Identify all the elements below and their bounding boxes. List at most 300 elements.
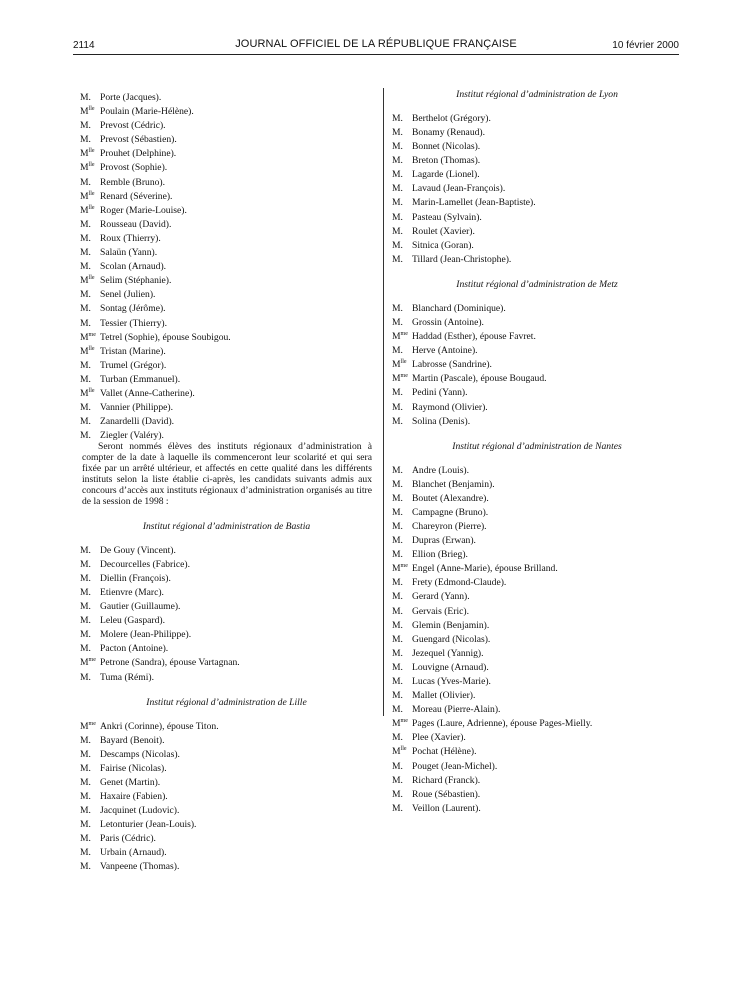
person-name: Campagne (Bruno). (412, 507, 489, 519)
civility (80, 845, 100, 859)
civility (80, 287, 100, 301)
civility-title: M. (80, 791, 91, 803)
civility (80, 386, 100, 400)
civility-suffix: me (400, 331, 408, 338)
civility (80, 428, 100, 442)
list-item (80, 585, 373, 599)
list-item (80, 803, 373, 817)
civility (392, 385, 412, 399)
civility (392, 533, 412, 547)
person-name: Jacquinet (Ludovic). (100, 805, 180, 817)
civility (80, 273, 100, 287)
list-item (80, 719, 373, 733)
civility-title: M. (80, 615, 91, 627)
right-sections (392, 90, 682, 815)
civility-suffix: lle (88, 148, 95, 155)
list-item (392, 400, 682, 414)
civility-title: M. (392, 345, 403, 357)
civility-suffix: lle (88, 275, 95, 282)
civility (392, 414, 412, 428)
civility-title: M (80, 162, 89, 174)
list-item (80, 775, 373, 789)
civility (80, 817, 100, 831)
civility-title: M. (80, 833, 91, 845)
list-item (80, 789, 373, 803)
person-name: Martin (Pascale), épouse Bougaud. (412, 373, 547, 385)
civility-title: M. (80, 601, 91, 613)
civility (80, 803, 100, 817)
left-column (80, 90, 373, 874)
list-item (80, 414, 373, 428)
civility-title: M. (80, 763, 91, 774)
civility (392, 589, 412, 603)
person-name: Diellin (François). (100, 573, 171, 585)
list-item (392, 181, 682, 195)
person-name: Gervais (Eric). (412, 605, 470, 617)
list-item (80, 189, 373, 203)
person-name: Salaün (Yann). (100, 247, 158, 259)
list-item (392, 357, 682, 371)
person-name: Prevost (Sébastien). (100, 134, 177, 146)
civility (80, 301, 100, 315)
civility-title: M. (80, 92, 91, 104)
list-item (392, 195, 682, 209)
civility-title: M. (80, 777, 91, 789)
list-item (80, 245, 373, 259)
person-name: Tessier (Thierry). (100, 317, 167, 329)
list-item (80, 160, 373, 174)
civility (392, 329, 412, 343)
civility (80, 344, 100, 358)
person-name: Veillon (Laurent). (412, 803, 481, 815)
civility-title: M (80, 720, 89, 732)
list-item (392, 210, 682, 224)
person-name: Lagarde (Lionel). (412, 169, 480, 181)
person-name: Rousseau (David). (100, 219, 172, 231)
civility-suffix: me (400, 373, 408, 380)
civility-suffix: lle (400, 746, 407, 753)
civility (392, 252, 412, 266)
civility (80, 571, 100, 585)
person-name: Pouget (Jean-Michel). (412, 760, 498, 772)
civility-title: M. (392, 577, 403, 589)
list-item (80, 599, 373, 613)
person-name: Tristan (Marine). (100, 345, 166, 357)
civility-title: M. (392, 492, 403, 504)
nomination-paragraph: Seront nommés élèves des instituts régionaux d’administration à compter de la date à laquelle ils commenceront leur scolarité et qui sera fixée par un arrêté ultérieur, et affectés en cette qualité dans les différents instituts selon la liste établie ci-après, les candidats suivants admis aux concours d’accès aux instituts régionaux d’administration organisés au titre de la session de 1998 : (82, 441, 372, 507)
person-name: Urbain (Arnaud). (100, 847, 167, 859)
civility (392, 301, 412, 315)
civility-title: M. (392, 387, 403, 399)
civility-title: M. (392, 415, 403, 427)
civility (392, 491, 412, 505)
civility-title: M. (80, 176, 91, 188)
person-name: Provost (Sophie). (100, 162, 168, 174)
civility-title: M. (80, 430, 91, 442)
civility-title: M (392, 331, 401, 343)
person-name: Berthelot (Grégory). (412, 113, 491, 125)
list-item (392, 125, 682, 139)
person-name: Remble (Bruno). (100, 176, 166, 188)
name-list (80, 90, 373, 442)
list-item (80, 372, 373, 386)
list-item (392, 385, 682, 399)
civility (80, 259, 100, 273)
person-name: Herve (Antoine). (412, 345, 478, 357)
civility (392, 561, 412, 575)
person-name: Leleu (Gaspard). (100, 615, 165, 627)
person-name: Frety (Edmond-Claude). (412, 577, 507, 589)
civility (392, 357, 412, 371)
civility (80, 557, 100, 571)
person-name: Descamps (Nicolas). (100, 748, 180, 760)
civility (392, 477, 412, 491)
section-title: Institut régional d’administration de Lyon (456, 89, 618, 100)
civility (392, 139, 412, 153)
civility-title: M. (392, 788, 403, 800)
section-title: Institut régional d’administration de Lille (146, 696, 307, 708)
civility-title: M (80, 148, 89, 160)
list-item (392, 477, 682, 491)
civility-title: M (80, 345, 89, 357)
list-item (392, 646, 682, 660)
civility-title: M. (392, 197, 403, 209)
list-item (392, 716, 682, 730)
list-item (392, 589, 682, 603)
civility-suffix: lle (88, 162, 95, 169)
person-name: Genet (Martin). (100, 777, 161, 789)
civility-title: M. (392, 303, 403, 315)
list-item (392, 674, 682, 688)
civility-title: M. (80, 416, 91, 428)
civility (80, 414, 100, 428)
person-name: Letonturier (Jean-Louis). (100, 819, 197, 831)
civility-suffix: lle (88, 204, 95, 211)
list-item (392, 660, 682, 674)
civility (80, 719, 100, 733)
list-item (392, 575, 682, 589)
civility (80, 358, 100, 372)
person-name: Chareyron (Pierre). (412, 521, 487, 533)
person-name: Plee (Xavier). (412, 732, 466, 744)
civility-title: M. (392, 521, 403, 533)
person-name: Engel (Anne-Marie), épouse Brilland. (412, 563, 558, 575)
civility-title: M. (392, 549, 403, 561)
person-name: Raymond (Olivier). (412, 401, 488, 413)
civility-title: M (80, 106, 89, 118)
list-item (392, 301, 682, 315)
civility (392, 744, 412, 758)
civility-title: M. (392, 225, 403, 237)
civility-title: M (392, 718, 401, 730)
list-item (80, 259, 373, 273)
list-item (392, 561, 682, 575)
person-name: Jezequel (Yannig). (412, 648, 484, 659)
person-name: Gautier (Guillaume). (100, 601, 181, 613)
civility-title: M. (392, 317, 403, 329)
person-name: Ankri (Corinne), épouse Titon. (100, 720, 219, 732)
civility-title: M (392, 563, 401, 575)
civility-title: M (80, 204, 89, 216)
civility (80, 599, 100, 613)
person-name: Lavaud (Jean-François). (412, 183, 506, 195)
civility-title: M. (392, 183, 403, 195)
person-name: Bonamy (Renaud). (412, 127, 486, 139)
list-item (392, 371, 682, 385)
civility (80, 146, 100, 160)
person-name: Pasteau (Sylvain). (412, 211, 482, 223)
civility-suffix: lle (88, 190, 95, 197)
list-item (80, 358, 373, 372)
list-item (80, 301, 373, 315)
civility-title: M (80, 657, 89, 669)
civility (392, 125, 412, 139)
list-item (392, 801, 682, 815)
person-name: Scolan (Arnaud). (100, 261, 167, 273)
civility (392, 801, 412, 815)
list-item (80, 613, 373, 627)
civility-title: M. (80, 819, 91, 831)
person-name: De Gouy (Vincent). (100, 544, 176, 556)
civility-suffix: lle (88, 345, 95, 352)
person-name: Glemin (Benjamin). (412, 619, 490, 631)
civility-title: M. (80, 261, 91, 273)
person-name: Decourcelles (Fabrice). (100, 558, 191, 570)
civility (392, 618, 412, 632)
civility (392, 238, 412, 252)
civility (392, 575, 412, 589)
civility (80, 231, 100, 245)
person-name: Ellion (Brieg). (412, 549, 468, 561)
right-column (392, 90, 682, 815)
list-item (80, 859, 373, 873)
list-item (392, 632, 682, 646)
person-name: Sontag (Jérôme). (100, 303, 166, 315)
person-name: Tetrel (Sophie), épouse Soubigou. (100, 331, 231, 343)
civility-title: M. (80, 558, 91, 570)
person-name: Petrone (Sandra), épouse Vartagnan. (100, 657, 240, 669)
civility (392, 702, 412, 716)
list-item (80, 118, 373, 132)
person-name: Vanpeene (Thomas). (100, 861, 180, 873)
list-item (80, 330, 373, 344)
person-name: Labrosse (Sandrine). (412, 359, 492, 371)
person-name: Boutet (Alexandre). (412, 492, 489, 504)
person-name: Solina (Denis). (412, 415, 471, 427)
list-item (80, 203, 373, 217)
civility (392, 505, 412, 519)
list-item (80, 287, 373, 301)
civility-title: M. (392, 239, 403, 251)
list-item (80, 428, 373, 442)
person-name: Gerard (Yann). (412, 591, 470, 603)
person-name: Grossin (Antoine). (412, 317, 484, 329)
civility (80, 859, 100, 873)
journal-title: JOURNAL OFFICIEL DE LA RÉPUBLIQUE FRANÇAISE (235, 38, 517, 50)
list-item (392, 533, 682, 547)
page-number: 2114 (73, 40, 95, 51)
civility (392, 773, 412, 787)
civility (80, 316, 100, 330)
list-item (80, 104, 373, 118)
person-name: Haxaire (Fabien). (100, 791, 168, 803)
person-name: Renard (Séverine). (100, 190, 173, 202)
civility (392, 371, 412, 385)
person-name: Selim (Stéphanie). (100, 275, 172, 287)
civility-title: M. (392, 760, 403, 772)
civility-title: M. (80, 402, 91, 414)
civility (80, 132, 100, 146)
section-title: Institut régional d’administration de Metz (456, 278, 618, 290)
person-name: Vannier (Philippe). (100, 402, 174, 414)
civility-title: M. (80, 805, 91, 817)
civility-title: M. (392, 254, 403, 266)
person-name: Fairise (Nicolas). (100, 763, 167, 774)
civility (80, 655, 100, 669)
list-item (392, 111, 682, 125)
issue-date: 10 février 2000 (612, 40, 679, 51)
civility-title: M. (80, 573, 91, 585)
civility (80, 90, 100, 104)
civility (392, 153, 412, 167)
list-item (392, 604, 682, 618)
civility (80, 775, 100, 789)
person-name: Bayard (Benoit). (100, 734, 165, 746)
person-name: Roux (Thierry). (100, 233, 161, 245)
person-name: Lucas (Yves-Marie). (412, 676, 491, 688)
list-item (80, 231, 373, 245)
person-name: Haddad (Esther), épouse Favret. (412, 331, 536, 343)
person-name: Pochat (Hélène). (412, 746, 477, 758)
civility (80, 104, 100, 118)
list-item (80, 571, 373, 585)
civility (392, 111, 412, 125)
civility-title: M. (392, 211, 403, 223)
list-item (392, 730, 682, 744)
list-item (80, 316, 373, 330)
civility-title: M. (80, 303, 91, 315)
person-name: Prevost (Cédric). (100, 120, 166, 132)
person-name: Molere (Jean-Philippe). (100, 629, 192, 641)
list-item (80, 146, 373, 160)
civility-title: M. (80, 317, 91, 329)
civility-title: M. (392, 141, 403, 153)
list-item (392, 463, 682, 477)
list-item (80, 175, 373, 189)
list-item (392, 153, 682, 167)
civility (80, 585, 100, 599)
civility-title: M. (392, 690, 403, 702)
civility-title: M (392, 746, 401, 758)
person-name: Trumel (Grégor). (100, 359, 167, 371)
list-item (392, 618, 682, 632)
person-name: Blanchet (Benjamin). (412, 478, 495, 490)
civility (80, 641, 100, 655)
civility-title: M. (392, 507, 403, 519)
person-name: Pages (Laure, Adrienne), épouse Pages-Mielly. (412, 718, 593, 730)
list-item (392, 505, 682, 519)
list-item (392, 315, 682, 329)
list-item (80, 817, 373, 831)
person-name: Zanardelli (David). (100, 416, 175, 428)
list-item (392, 519, 682, 533)
civility (392, 463, 412, 477)
section-title: Institut régional d’administration de Nantes (452, 440, 622, 452)
list-item (392, 238, 682, 252)
person-name: Roulet (Xavier). (412, 225, 475, 237)
person-name: Turban (Emmanuel). (100, 374, 181, 386)
civility (80, 733, 100, 747)
civility-title: M (392, 373, 401, 385)
person-name: Breton (Thomas). (412, 155, 481, 167)
person-name: Dupras (Erwan). (412, 535, 476, 547)
civility-title: M. (80, 748, 91, 760)
list-item (392, 224, 682, 238)
civility-title: M. (80, 219, 91, 231)
civility-title: M. (392, 704, 403, 716)
civility (392, 716, 412, 730)
civility (80, 761, 100, 775)
list-item (392, 252, 682, 266)
civility-title: M. (392, 535, 403, 547)
civility (392, 167, 412, 181)
civility-title: M. (392, 127, 403, 139)
list-item (392, 547, 682, 561)
civility (392, 660, 412, 674)
civility (80, 372, 100, 386)
list-item (392, 414, 682, 428)
list-item (80, 733, 373, 747)
list-item (80, 543, 373, 557)
list-item (392, 759, 682, 773)
civility-title: M. (392, 401, 403, 413)
civility-title: M. (80, 544, 91, 556)
person-name: Poulain (Marie-Hélène). (100, 106, 194, 118)
civility-title: M. (392, 591, 403, 603)
person-name: Roger (Marie-Louise). (100, 204, 187, 216)
civility-title: M (80, 275, 89, 287)
person-name: Roue (Sébastien). (412, 788, 481, 800)
list-item (80, 344, 373, 358)
list-item (80, 845, 373, 859)
person-name: Bonnet (Nicolas). (412, 141, 481, 153)
civility-title: M. (392, 803, 403, 815)
civility (80, 627, 100, 641)
civility-title: M. (80, 120, 91, 132)
civility-title: M. (80, 629, 91, 641)
list-item (392, 167, 682, 181)
civility (392, 181, 412, 195)
civility (80, 160, 100, 174)
civility-suffix: lle (88, 106, 95, 113)
person-name: Pacton (Antoine). (100, 643, 169, 655)
list-item (80, 670, 373, 684)
civility (392, 688, 412, 702)
list-item (392, 773, 682, 787)
list-item (80, 761, 373, 775)
list-item (392, 787, 682, 801)
list-item (392, 329, 682, 343)
person-name: Paris (Cédric). (100, 833, 156, 845)
civility-title: M. (80, 861, 91, 873)
civility (392, 632, 412, 646)
list-item (80, 90, 373, 104)
person-name: Tillard (Jean-Christophe). (412, 254, 512, 266)
list-item (80, 386, 373, 400)
civility-title: M. (80, 671, 91, 683)
civility-title: M. (80, 247, 91, 259)
section-title: Institut régional d’administration de Bastia (142, 520, 311, 532)
